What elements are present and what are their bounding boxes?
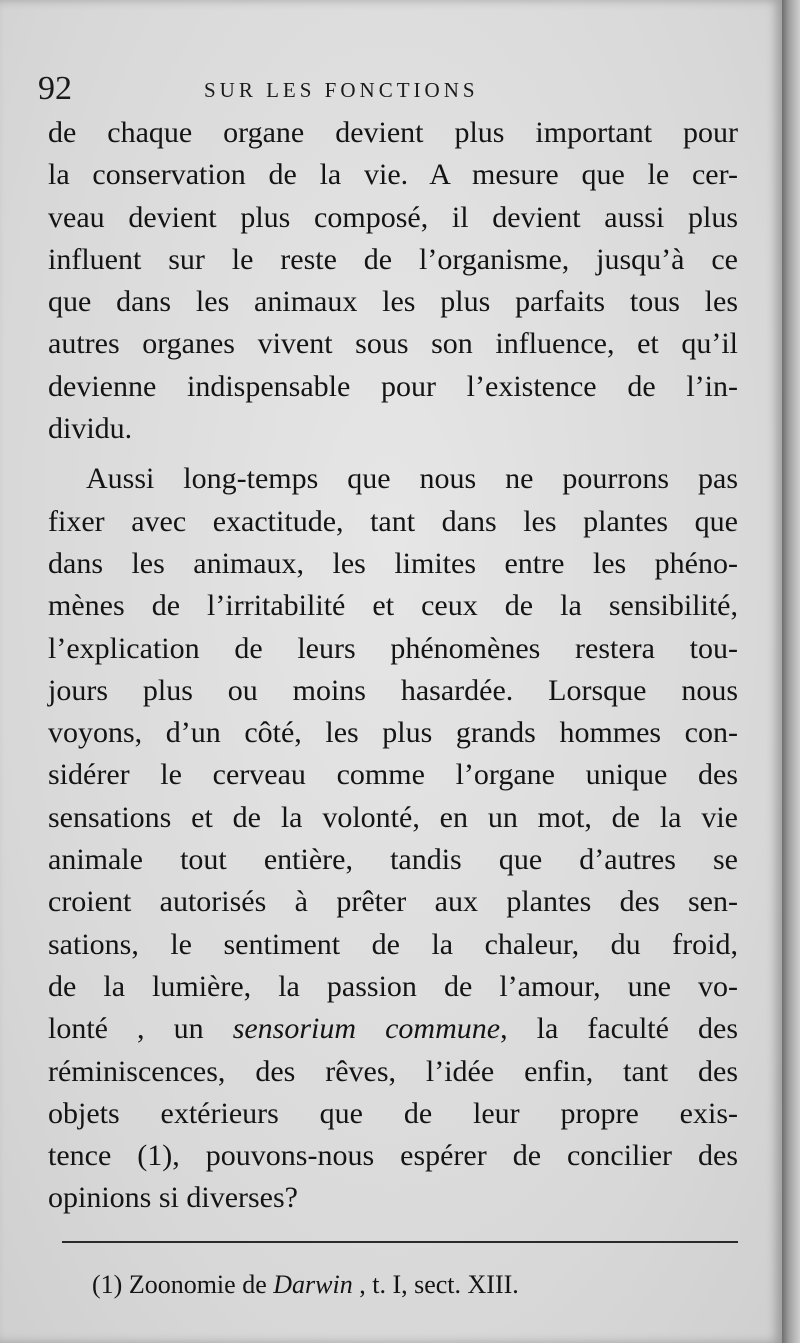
page-number: 92 — [38, 70, 72, 107]
footnote-reference: , t. I, sect. XIII. — [352, 1270, 519, 1299]
footnote-marker: (1) — [92, 1270, 123, 1299]
text-line: objets extérieurs que de leur propre exis- — [48, 1096, 738, 1130]
text-line: mènes de l’irritabilité et ceux de la sensibilité, — [48, 589, 738, 623]
page-edge — [782, 0, 800, 1343]
text-line: Aussi long-temps que nous ne pourrons pas — [86, 462, 738, 496]
text-line: devienne indispensable pour l’existence de l’in- — [48, 369, 738, 403]
text-line: sidérer le cerveau comme l’organe unique des — [48, 758, 738, 792]
page-header — [38, 70, 738, 110]
text-line-with-italic — [48, 1008, 738, 1050]
text-line: croient autorisés à prêter aux plantes des sen- — [48, 885, 738, 919]
text-line: opinions si diverses? — [48, 1181, 298, 1215]
text-line: de chaque organe devient plus important pour — [48, 116, 738, 149]
paragraph-2 — [48, 458, 738, 1219]
text-line: dans les animaux, les limites entre les phéno- — [48, 546, 738, 580]
text-line: sations, le sentiment de la chaleur, du froid, — [48, 927, 738, 961]
text-line: animale tout entière, tandis que d’autres se — [48, 843, 738, 877]
text-line: sensations et de la volonté, en un mot, de la vie — [48, 800, 738, 834]
text-segment: lonté , un — [48, 1012, 233, 1046]
footnote-italic-author: Darwin — [273, 1270, 353, 1299]
body-text — [48, 112, 738, 1220]
text-line: la conservation de la vie. A mesure que le cer- — [48, 158, 738, 192]
paragraph-1 — [48, 112, 738, 450]
text-line: de la lumière, la passion de l’amour, une vo- — [48, 969, 738, 1003]
text-line: jours plus ou moins hasardée. Lorsque nous — [48, 673, 738, 707]
text-line: influent sur le reste de l’organisme, jusqu’à ce — [48, 242, 738, 276]
text-segment: , la faculté des — [500, 1012, 738, 1046]
text-line: voyons, d’un côté, les plus grands hommes con- — [48, 716, 738, 750]
text-line: fixer avec exactitude, tant dans les plantes que — [48, 504, 738, 538]
running-title: SUR LES FONCTIONS — [204, 78, 479, 102]
text-line: que dans les animaux les plus parfaits tous les — [48, 285, 738, 319]
text-line: l’explication de leurs phénomènes restera tou- — [48, 631, 738, 665]
footnote-text: Zoonomie de — [122, 1270, 274, 1299]
text-line: autres organes vivent sous son influence, et qu’il — [48, 327, 738, 361]
italic-term: sensorium commune — [232, 1012, 501, 1046]
footnote-rule — [62, 1241, 738, 1243]
text-line: tence (1), pouvons-nous espérer de concilier des — [48, 1139, 738, 1173]
text-line: réminiscences, des rêves, l’idée enfin, tant des — [48, 1054, 738, 1088]
footnote — [92, 1270, 712, 1300]
text-line: dividu. — [48, 412, 133, 446]
text-line: veau devient plus composé, il devient aussi plus — [48, 200, 738, 234]
